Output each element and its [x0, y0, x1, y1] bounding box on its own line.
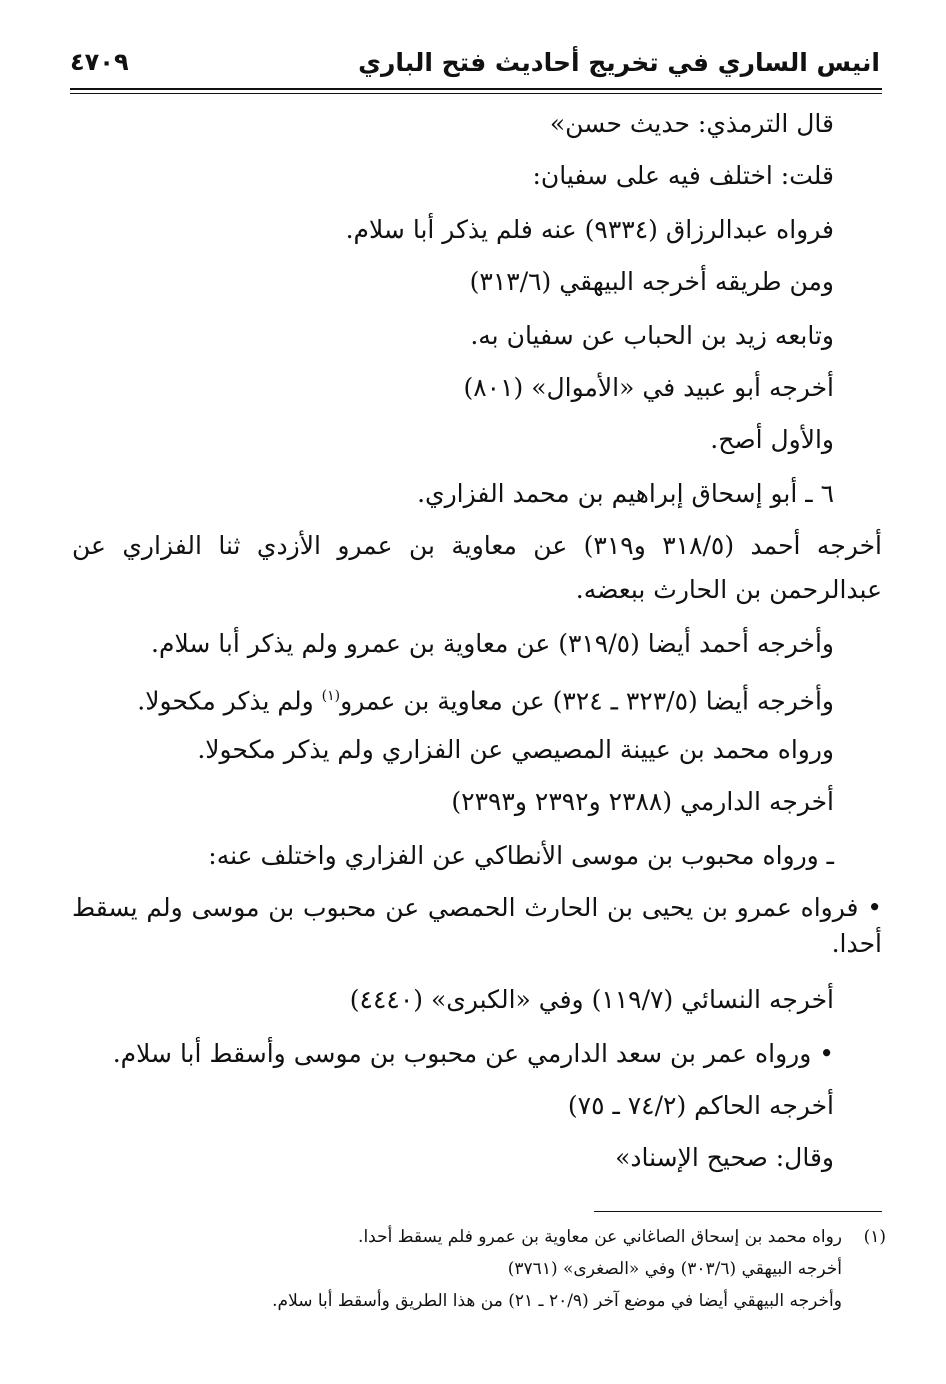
text-line: أخرجه النسائي (١١٩/٧) وفي «الكبرى» (٤٤٤٠) — [349, 985, 834, 1014]
text-line: ورواه محمد بن عيينة المصيصي عن الفزاري ولم يذكر مكحولا. — [197, 735, 834, 764]
line-text: وأخرجه أيضا (٣٢٣/٥ ـ ٣٢٤) عن معاوية بن عمرو — [340, 686, 834, 716]
page-number: ٤٧٠٩ — [70, 48, 129, 76]
text-line: ومن طريقه أخرجه البيهقي (٣١٣/٦) — [469, 267, 834, 296]
footnote-ref[interactable]: (١) — [321, 688, 341, 704]
header-rule — [70, 88, 882, 90]
text-line: والأول أصح. — [710, 425, 834, 454]
book-title: انيس الساري في تخريج أحاديث فتح الباري — [358, 48, 880, 77]
section-heading: ٦ ـ أبو إسحاق إبراهيم بن محمد الفزاري. — [417, 479, 834, 508]
bullet-line: • فرواه عمرو بن يحيى بن الحارث الحمصي عن محبوب بن موسى ولم يسقط — [72, 893, 882, 922]
text-line: قال الترمذي: حديث حسن» — [549, 109, 834, 138]
footnote-line: وأخرجه البيهقي أيضا في موضع آخر (٢٠/٩ ـ ٢١) من هذا الطريق وأسقط أبا سلام. — [272, 1291, 842, 1311]
line-text: ولم يذكر مكحولا. — [137, 686, 314, 716]
header-rule-thin — [70, 93, 882, 94]
running-header — [70, 42, 880, 88]
text-line: قلت: اختلف فيه على سفيان: — [532, 161, 834, 190]
text-line: فرواه عبدالرزاق (٩٣٣٤) عنه فلم يذكر أبا سلام. — [345, 215, 834, 244]
text-line — [137, 678, 834, 719]
text-line: أخرجه الحاكم (٧٤/٢ ـ ٧٥) — [567, 1091, 834, 1120]
text-line: وتابعه زيد بن الحباب عن سفيان به. — [470, 321, 834, 350]
text-line: أحدا. — [831, 929, 882, 958]
text-line: ـ ورواه محبوب بن موسى الأنطاكي عن الفزاري واختلف عنه: — [208, 841, 834, 870]
footnote-number: (١) — [863, 1227, 886, 1247]
text-line: أخرجه أحمد (٣١٨/٥ و٣١٩) عن معاوية بن عمرو الأزدي ثنا الفزاري عن — [72, 531, 882, 560]
text-line: عبدالرحمن بن الحارث ببعضه. — [575, 575, 882, 604]
footnote-line: رواه محمد بن إسحاق الصاغاني عن معاوية بن عمرو فلم يسقط أحدا. — [358, 1227, 842, 1247]
text-line: وأخرجه أحمد أيضا (٣١٩/٥) عن معاوية بن عمرو ولم يذكر أبا سلام. — [151, 629, 834, 658]
footnote-line: أخرجه البيهقي (٣٠٣/٦) وفي «الصغرى» (٣٧٦١) — [507, 1259, 842, 1279]
bullet-line: • ورواه عمر بن سعد الدارمي عن محبوب بن موسى وأسقط أبا سلام. — [112, 1039, 834, 1068]
footnote-rule — [594, 1211, 882, 1212]
text-line: أخرجه أبو عبيد في «الأموال» (٨٠١) — [463, 373, 834, 402]
text-line: وقال: صحيح الإسناد» — [615, 1143, 834, 1172]
text-line: أخرجه الدارمي (٢٣٨٨ و٢٣٩٢ و٢٣٩٣) — [451, 787, 834, 816]
